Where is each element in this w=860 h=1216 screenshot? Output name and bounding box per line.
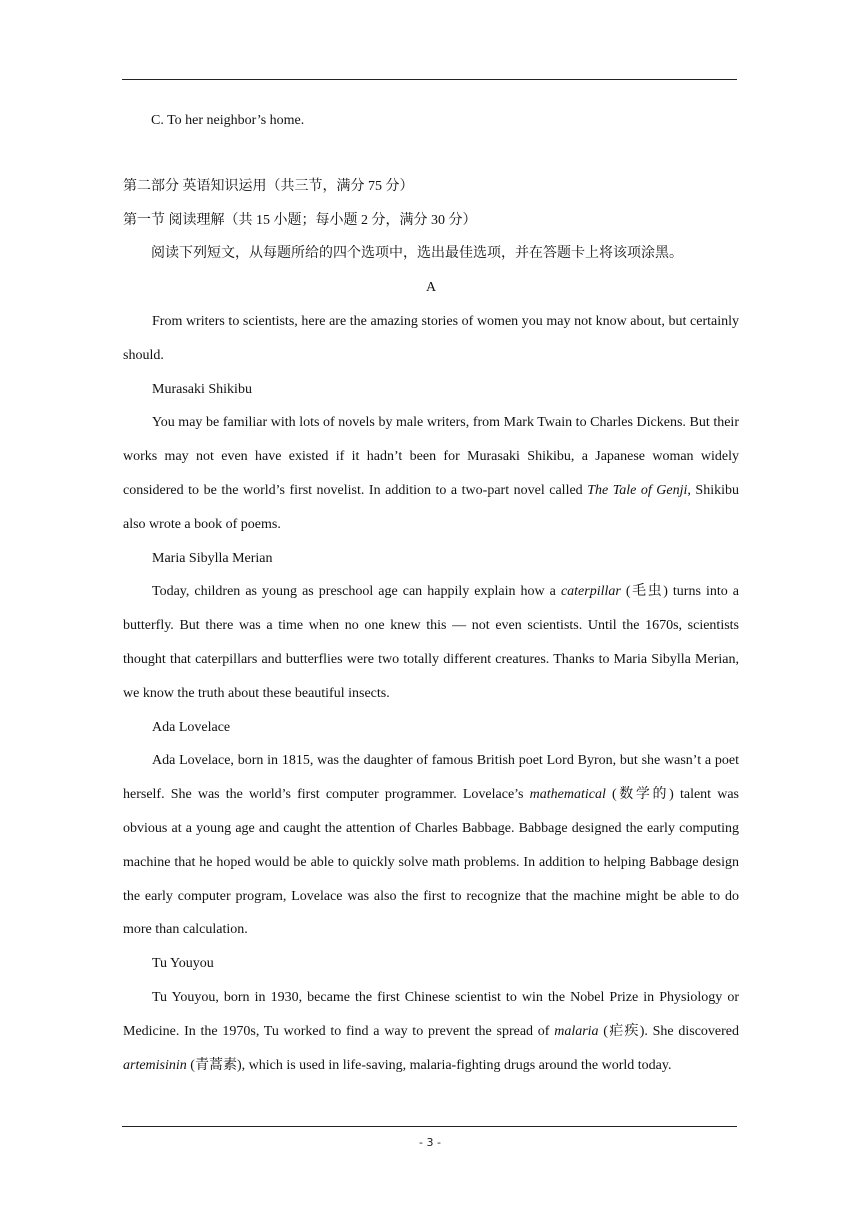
intro-paragraph: From writers to scientists, here are the amazing stories of women you may not know about, but certainly should. [123,313,739,363]
woman-name-shikibu: Murasaki Shikibu [152,381,252,397]
woman-name-tu: Tu Youyou [152,956,214,972]
footer-rule [122,1126,737,1127]
page-number: - 3 - [419,1136,441,1149]
section-heading: 第一节 阅读理解（共 15 小题；每小题 2 分，满分 30 分） [123,212,477,228]
header-rule [122,79,737,80]
passage-letter: A [425,280,437,296]
instruction: 阅读下列短文，从每题所给的四个选项中，选出最佳选项，并在答题卡上将该项涂黑。 [151,246,683,262]
option-c: C. To her neighbor’s home. [151,113,305,128]
woman-name-lovelace: Ada Lovelace [152,719,231,735]
paragraph-lovelace: Ada Lovelace, born in 1815, was the daughter of famous British poet Lord Byron, but she wasn’t a poet herself. She was the world’s first computer programmer. Lovelace’s mathematical (数学的) talent was obvious at a young age and caught the attention of Charles Babbage. Babbage designed the early computing machine that he hoped would be able to quickly solve math problems. In addition to helping Babbage design the early computer program, Lovelace was also the first to recognize that the machine might be able to do more than calculation. [123,753,739,938]
paragraph-merian: Today, children as young as preschool age can happily explain how a caterpillar (毛虫) turns into a butterfly. But there was a time when no one knew this — not even scientists. Until the 1670s, scientists thought that caterpillars and butterflies were two totally different creatures. Thanks to Maria Sibylla Merian, we know the truth about these beautiful insects. [123,584,739,701]
page-content [123,104,739,1082]
woman-name-merian: Maria Sibylla Merian [152,550,273,566]
paragraph-shikibu: You may be familiar with lots of novels by male writers, from Mark Twain to Charles Dickens. But their works may not even have existed if it hadn’t been for Murasaki Shikibu, a Japanese woman widely considered to be the world’s first novelist. In addition to a two-part novel called The Tale of Genji, Shikibu also wrote a book of poems. [123,415,739,532]
paragraph-tu: Tu Youyou, born in 1930, became the first Chinese scientist to win the Nobel Prize in Physiology or Medicine. In the 1970s, Tu worked to find a way to prevent the spread of malaria (疟疾). She discovered artemisinin (青蒿素), which is used in life-saving, malaria-fighting drugs around the world today. [123,989,740,1073]
part-heading: 第二部分 英语知识运用（共三节，满分 75 分） [123,178,414,194]
